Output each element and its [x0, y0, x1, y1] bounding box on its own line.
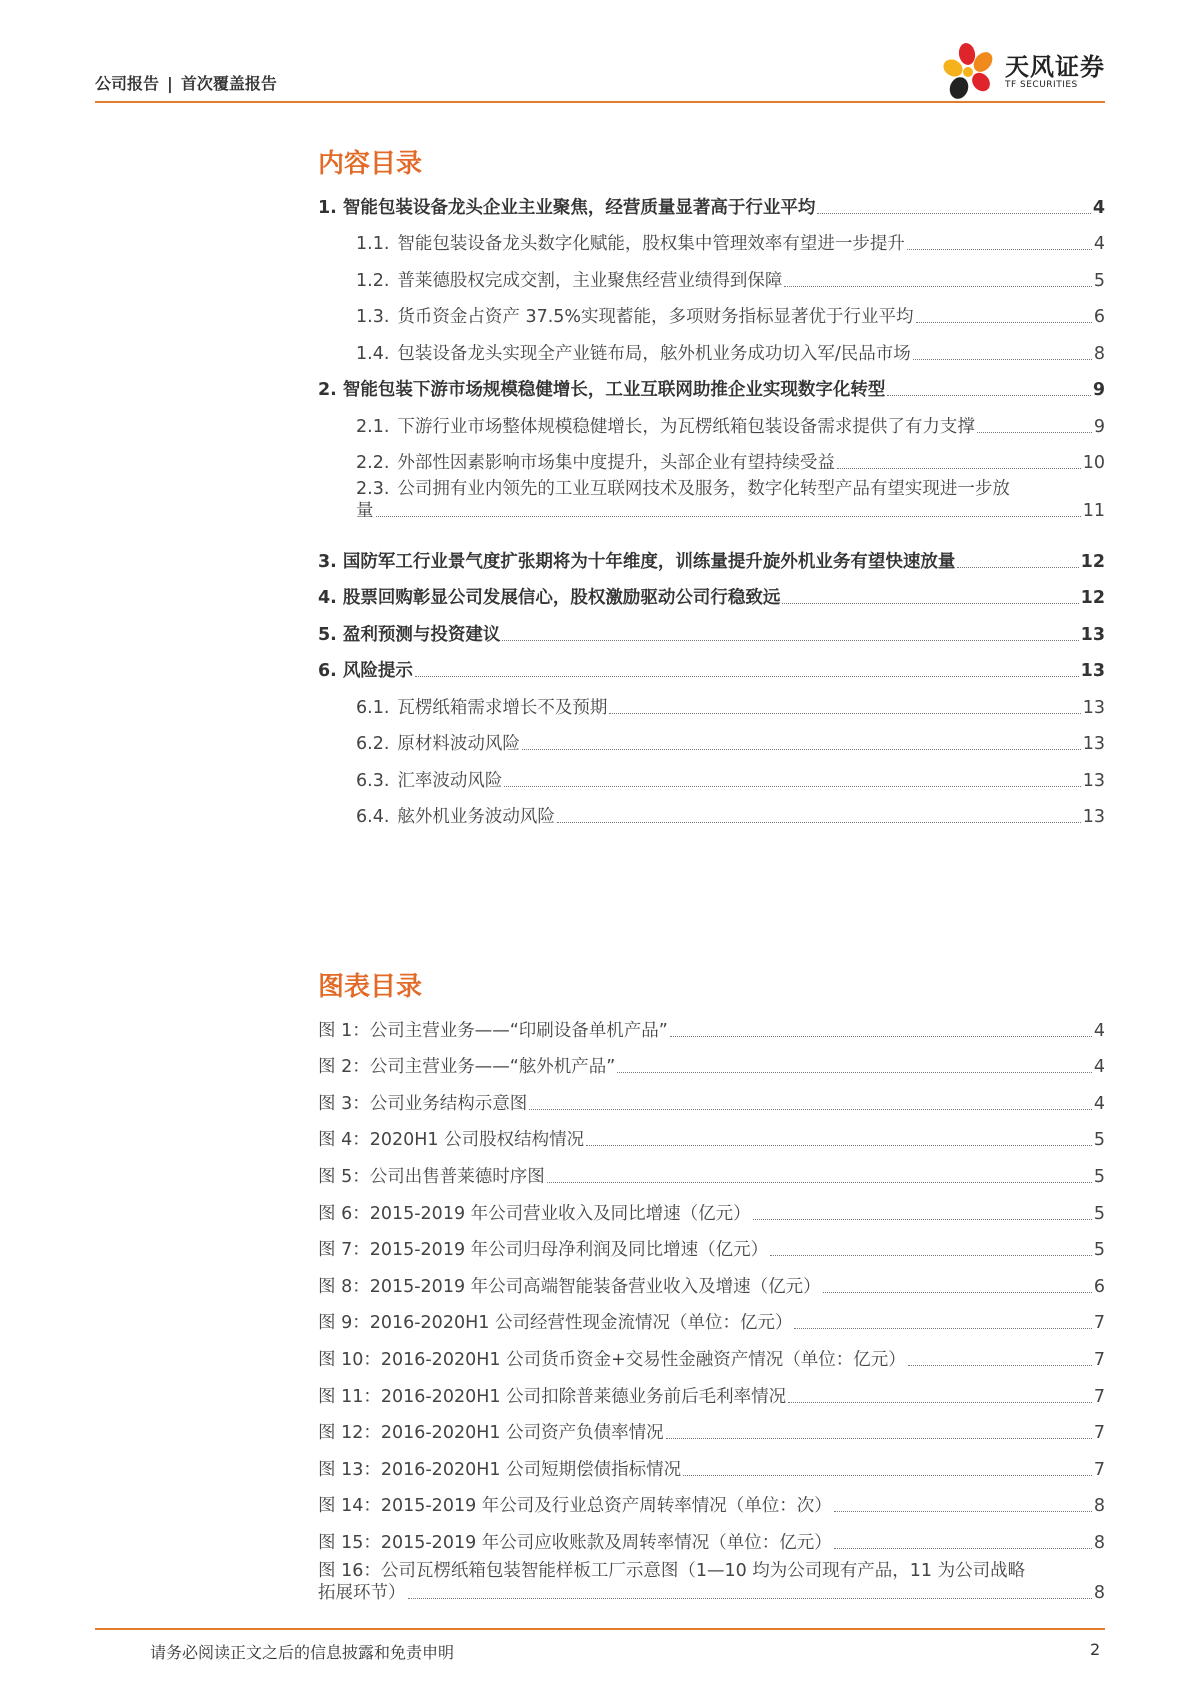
figure-entry[interactable]: 图 13：2016-2020H1 公司短期偿债指标情况 7 — [318, 1459, 1105, 1480]
figure-entry[interactable]: 图 10：2016-2020H1 公司货币资金+交易性金融资产情况（单位：亿元） 7 — [318, 1349, 1105, 1370]
toc-title: 内容目录 — [318, 149, 423, 179]
toc-entry[interactable]: 1.3. 货币资金占资产 37.5%实现蓄能，多项财务指标显著优于行业平均 6 — [356, 307, 1105, 327]
toc-entry[interactable]: 6.3. 汇率波动风险 13 — [356, 770, 1105, 791]
figures-list — [318, 1005, 1105, 1618]
breadcrumb-separator: | — [167, 74, 173, 93]
toc-entry[interactable]: 1.2. 普莱德股权完成交割，主业聚焦经营业绩得到保障 5 — [356, 270, 1105, 291]
toc-entry[interactable]: 1.1. 智能包装设备龙头数字化赋能，股权集中管理效率有望进一步提升 4 — [356, 234, 1105, 254]
figures-title: 图表目录 — [318, 972, 423, 1002]
toc-entry[interactable]: 6.4. 舷外机业务波动风险 13 — [356, 807, 1105, 827]
figure-entry[interactable]: 图 14：2015-2019 年公司及行业总资产周转率情况（单位：次） 8 — [318, 1496, 1105, 1517]
toc-entry[interactable]: 3. 国防军工行业景气度扩张期将为十年维度，训练量提升旋外机业务有望快速放量 12 — [318, 551, 1105, 572]
toc-entry[interactable]: 6.1. 瓦楞纸箱需求增长不及预期 13 — [356, 697, 1105, 718]
toc-entry[interactable]: 6. 风险提示 13 — [318, 661, 1105, 681]
footer-disclaimer: 请务必阅读正文之后的信息披露和免责申明 — [150, 1643, 455, 1662]
figure-entry[interactable]: 图 8：2015-2019 年公司高端智能装备营业收入及增速（亿元） 6 — [318, 1276, 1105, 1297]
toc-entry[interactable]: 6.2. 原材料波动风险 13 — [356, 734, 1105, 754]
toc-list — [318, 182, 1105, 828]
figure-entry[interactable]: 图 9：2016-2020H1 公司经营性现金流情况（单位：亿元） 7 — [318, 1313, 1105, 1334]
flower-logo-icon — [937, 40, 1001, 104]
figure-entry[interactable]: 图 4：2020H1 公司股权结构情况 5 — [318, 1130, 1105, 1151]
toc-entry[interactable]: 1. 智能包装设备龙头企业主业聚焦，经营质量显著高于行业平均 4 — [318, 197, 1105, 218]
figure-entry[interactable]: 图 2：公司主营业务——“舷外机产品” 4 — [318, 1057, 1105, 1078]
toc-entry[interactable]: 2.2. 外部性因素影响市场集中度提升，头部企业有望持续受益 10 — [356, 453, 1105, 473]
report-subtype: 首次覆盖报告 — [180, 74, 277, 93]
figure-entry[interactable]: 图 3：公司业务结构示意图 4 — [318, 1093, 1105, 1114]
figure-entry[interactable]: 图 7：2015-2019 年公司归母净利润及同比增速（亿元） 5 — [318, 1240, 1105, 1261]
logo-chinese-name: 天风证券 — [1005, 53, 1105, 81]
page-number: 2 — [1090, 1640, 1101, 1659]
logo-english-name: TF SECURITIES — [1005, 80, 1078, 90]
toc-entry[interactable]: 2. 智能包装下游市场规模稳健增长，工业互联网助推企业实现数字化转型 9 — [318, 380, 1105, 400]
breadcrumb — [95, 71, 277, 94]
figure-entry[interactable]: 图 11：2016-2020H1 公司扣除普莱德业务前后毛利率情况 7 — [318, 1386, 1105, 1407]
toc-entry[interactable]: 5. 盈利预测与投资建议 13 — [318, 624, 1105, 645]
figure-entry[interactable]: 图 12：2016-2020H1 公司资产负债率情况 7 — [318, 1423, 1105, 1444]
toc-entry[interactable]: 2.1. 下游行业市场整体规模稳健增长，为瓦楞纸箱包装设备需求提供了有力支撑 9 — [356, 416, 1105, 437]
figure-entry[interactable]: 图 16：公司瓦楞纸箱包装智能样板工厂示意图（1—10 均为公司现有产品，11 为公司战略 拓展环节） 8 — [318, 1560, 1105, 1603]
toc-entry[interactable]: 2.3. 公司拥有业内领先的工业互联网技术及服务，数字化转型产品有望实现进一步放 量 11 — [356, 479, 1105, 521]
header-divider — [95, 101, 1105, 103]
page-header — [95, 52, 1105, 102]
report-type: 公司报告 — [95, 74, 160, 93]
figure-entry[interactable]: 图 1：公司主营业务——“印刷设备单机产品” 4 — [318, 1020, 1105, 1041]
figure-entry[interactable]: 图 5：公司出售普莱德时序图 5 — [318, 1166, 1105, 1187]
figure-entry[interactable]: 图 15：2015-2019 年公司应收账款及周转率情况（单位：亿元） 8 — [318, 1532, 1105, 1553]
brand-logo — [937, 40, 1105, 104]
toc-entry[interactable]: 1.4. 包装设备龙头实现全产业链布局，舷外机业务成功切入军/民品市场 8 — [356, 343, 1105, 364]
figure-entry[interactable]: 图 6：2015-2019 年公司营业收入及同比增速（亿元） 5 — [318, 1203, 1105, 1224]
footer-divider — [95, 1628, 1105, 1630]
toc-entry[interactable]: 4. 股票回购彰显公司发展信心，股权激励驱动公司行稳致远 12 — [318, 588, 1105, 608]
